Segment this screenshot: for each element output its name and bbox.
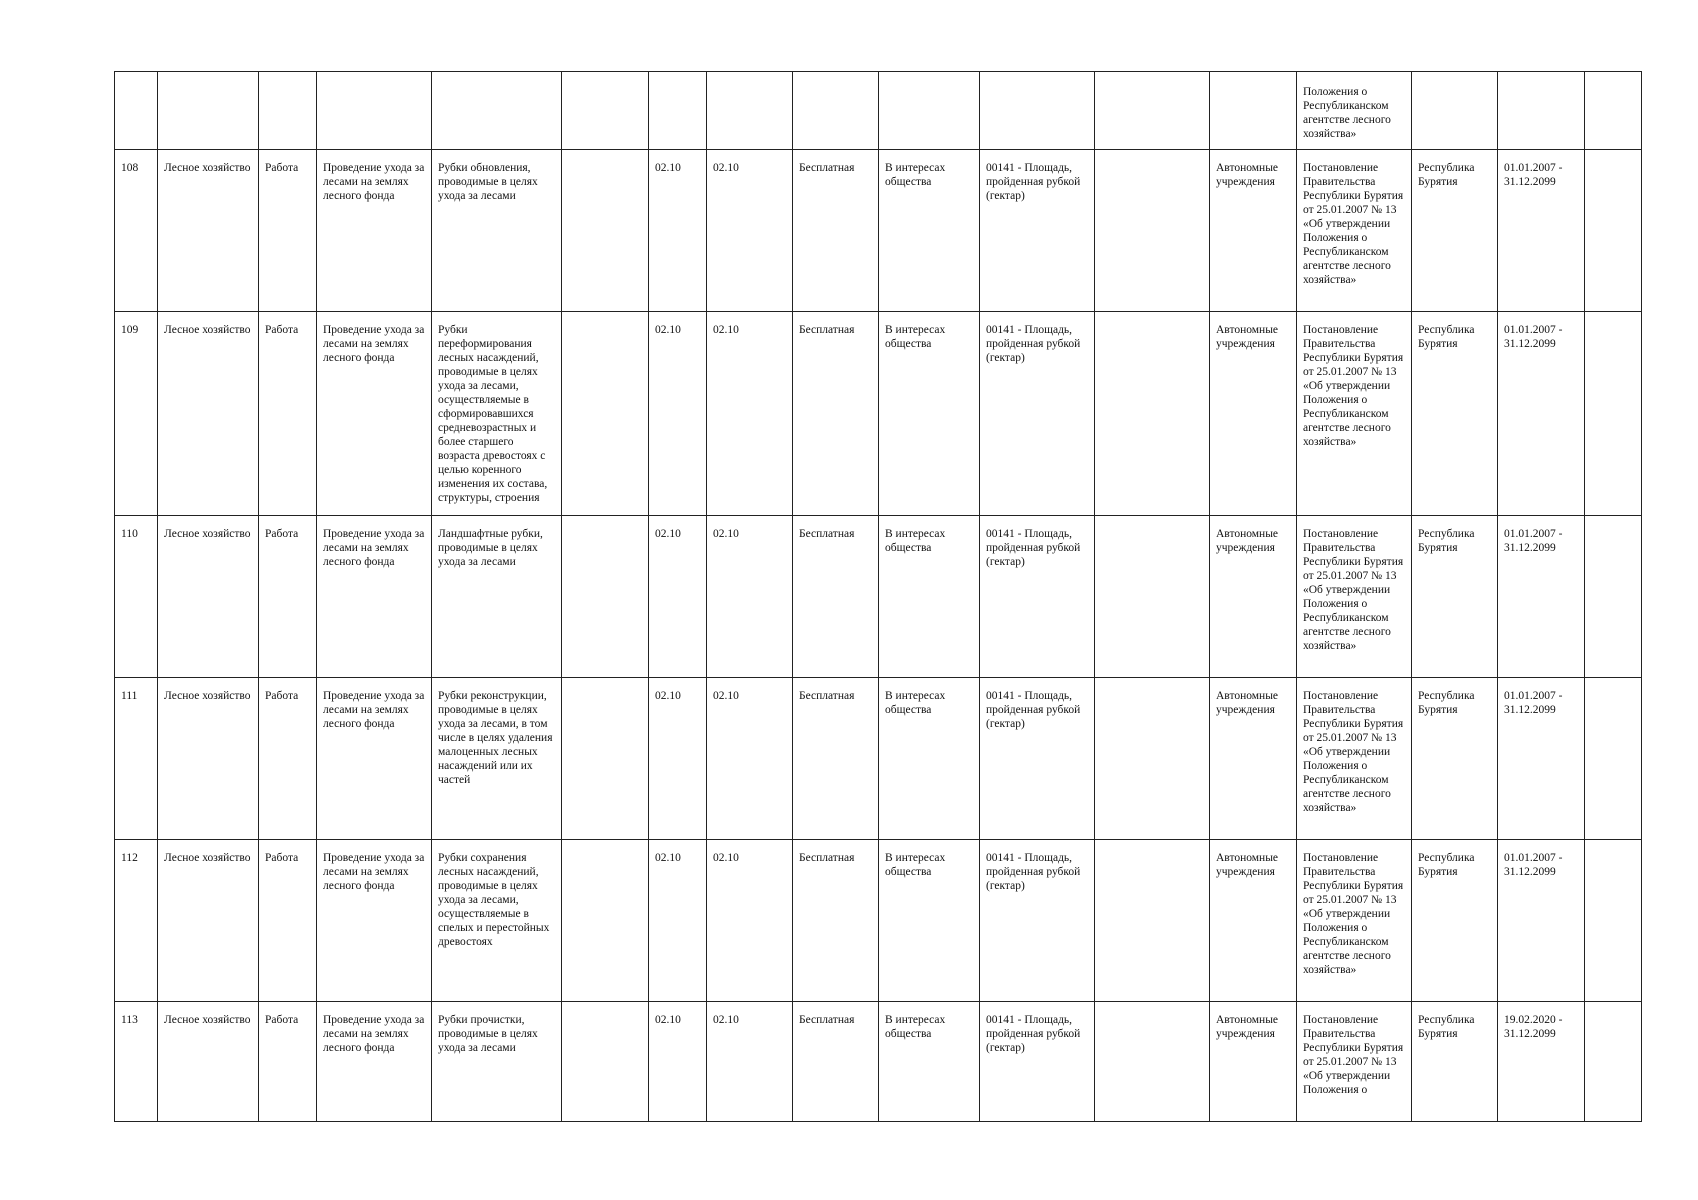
cell-paid: Бесплатная bbox=[793, 678, 879, 840]
cell-code: 02.10 bbox=[649, 678, 707, 840]
cell-indicator: 00141 - Площадь, пройденная рубкой (гектар) bbox=[980, 150, 1095, 312]
cell-code bbox=[707, 72, 793, 150]
cell-content bbox=[432, 72, 562, 150]
cell-kind: Работа bbox=[259, 1002, 317, 1122]
cell-indicator: 00141 - Площадь, пройденная рубкой (гектар) bbox=[980, 1002, 1095, 1122]
cell-indicator: 00141 - Площадь, пройденная рубкой (гектар) bbox=[980, 678, 1095, 840]
cell-num: 108 bbox=[115, 150, 158, 312]
cell-sector bbox=[158, 72, 259, 150]
cell-region: Республика Бурятия bbox=[1412, 678, 1498, 840]
cell-content: Рубки сохранения лесных насаждений, проводимые в целях ухода за лесами, осуществляемые в спелых и перестойных древостоях bbox=[432, 840, 562, 1002]
cell-blank bbox=[1095, 840, 1210, 1002]
cell-period: 01.01.2007 - 31.12.2099 bbox=[1498, 516, 1585, 678]
cell-num: 111 bbox=[115, 678, 158, 840]
cell-blank bbox=[1585, 1002, 1642, 1122]
table-row bbox=[115, 1002, 1642, 1122]
cell-institution: Автономные учреждения bbox=[1210, 312, 1297, 516]
cell-interest bbox=[879, 72, 980, 150]
cell-blank bbox=[1585, 150, 1642, 312]
cell-blank bbox=[1585, 840, 1642, 1002]
cell-period: 19.02.2020 - 31.12.2099 bbox=[1498, 1002, 1585, 1122]
continuation-row bbox=[115, 72, 1642, 150]
table-row bbox=[115, 312, 1642, 516]
cell-blank bbox=[1095, 150, 1210, 312]
cell-blank bbox=[1095, 678, 1210, 840]
cell-basis: Постановление Правительства Республики Бурятия от 25.01.2007 № 13 «Об утверждении Положения о Республиканском агентстве лесного хозяйства» bbox=[1297, 678, 1412, 840]
cell-name: Проведение ухода за лесами на землях лесного фонда bbox=[317, 312, 432, 516]
cell-sector: Лесное хозяйство bbox=[158, 840, 259, 1002]
cell-name: Проведение ухода за лесами на землях лесного фонда bbox=[317, 678, 432, 840]
registry-table bbox=[114, 71, 1642, 1122]
cell-indicator: 00141 - Площадь, пройденная рубкой (гектар) bbox=[980, 840, 1095, 1002]
cell-code: 02.10 bbox=[707, 678, 793, 840]
cell-name: Проведение ухода за лесами на землях лесного фонда bbox=[317, 150, 432, 312]
cell-kind: Работа bbox=[259, 312, 317, 516]
cell-indicator: 00141 - Площадь, пройденная рубкой (гектар) bbox=[980, 516, 1095, 678]
cell-name: Проведение ухода за лесами на землях лесного фонда bbox=[317, 840, 432, 1002]
cell-code: 02.10 bbox=[707, 1002, 793, 1122]
cell-basis: Постановление Правительства Республики Бурятия от 25.01.2007 № 13 «Об утверждении Положения о Республиканском агентстве лесного хозяйства» bbox=[1297, 516, 1412, 678]
cell-sector: Лесное хозяйство bbox=[158, 516, 259, 678]
cell-kind: Работа bbox=[259, 516, 317, 678]
cell-period: 01.01.2007 - 31.12.2099 bbox=[1498, 312, 1585, 516]
cell-blank bbox=[562, 312, 649, 516]
cell-num bbox=[115, 72, 158, 150]
cell-blank bbox=[1095, 72, 1210, 150]
table-row bbox=[115, 150, 1642, 312]
cell-sector: Лесное хозяйство bbox=[158, 150, 259, 312]
cell-code: 02.10 bbox=[707, 150, 793, 312]
cell-blank bbox=[1095, 1002, 1210, 1122]
cell-institution: Автономные учреждения bbox=[1210, 1002, 1297, 1122]
cell-paid bbox=[793, 72, 879, 150]
cell-code: 02.10 bbox=[707, 840, 793, 1002]
cell-region: Республика Бурятия bbox=[1412, 150, 1498, 312]
cell-blank bbox=[562, 516, 649, 678]
cell-content: Рубки обновления, проводимые в целях ухода за лесами bbox=[432, 150, 562, 312]
table-row bbox=[115, 516, 1642, 678]
cell-basis: Постановление Правительства Республики Бурятия от 25.01.2007 № 13 «Об утверждении Положения о Республиканском агентстве лесного хозяйства» bbox=[1297, 840, 1412, 1002]
cell-num: 113 bbox=[115, 1002, 158, 1122]
table-row bbox=[115, 678, 1642, 840]
cell-region: Республика Бурятия bbox=[1412, 840, 1498, 1002]
cell-blank bbox=[562, 840, 649, 1002]
cell-blank bbox=[1585, 516, 1642, 678]
cell-interest: В интересах общества bbox=[879, 516, 980, 678]
cell-institution bbox=[1210, 72, 1297, 150]
cell-blank bbox=[562, 72, 649, 150]
cell-blank bbox=[1585, 72, 1642, 150]
cell-code: 02.10 bbox=[649, 1002, 707, 1122]
cell-period: 01.01.2007 - 31.12.2099 bbox=[1498, 840, 1585, 1002]
cell-kind: Работа bbox=[259, 678, 317, 840]
cell-kind bbox=[259, 72, 317, 150]
cell-code: 02.10 bbox=[707, 516, 793, 678]
cell-blank bbox=[1585, 312, 1642, 516]
cell-paid: Бесплатная bbox=[793, 150, 879, 312]
cell-paid: Бесплатная bbox=[793, 840, 879, 1002]
cell-num: 109 bbox=[115, 312, 158, 516]
cell-paid: Бесплатная bbox=[793, 1002, 879, 1122]
cell-sector: Лесное хозяйство bbox=[158, 1002, 259, 1122]
cell-name: Проведение ухода за лесами на землях лесного фонда bbox=[317, 1002, 432, 1122]
cell-content: Рубки переформирования лесных насаждений, проводимые в целях ухода за лесами, осуществляемые в сформировавшихся средневозрастных и более старшего возраста древостоях с целью коренного изменения их состава, структуры, строения bbox=[432, 312, 562, 516]
table-row bbox=[115, 840, 1642, 1002]
cell-institution: Автономные учреждения bbox=[1210, 840, 1297, 1002]
cell-region bbox=[1412, 72, 1498, 150]
cell-institution: Автономные учреждения bbox=[1210, 678, 1297, 840]
cell-region: Республика Бурятия bbox=[1412, 312, 1498, 516]
cell-blank bbox=[1585, 678, 1642, 840]
cell-kind: Работа bbox=[259, 840, 317, 1002]
cell-basis: Постановление Правительства Республики Бурятия от 25.01.2007 № 13 «Об утверждении Положения о bbox=[1297, 1002, 1412, 1122]
cell-interest: В интересах общества bbox=[879, 1002, 980, 1122]
cell-kind: Работа bbox=[259, 150, 317, 312]
cell-indicator: 00141 - Площадь, пройденная рубкой (гектар) bbox=[980, 312, 1095, 516]
cell-num: 110 bbox=[115, 516, 158, 678]
cell-code bbox=[649, 72, 707, 150]
cell-period: 01.01.2007 - 31.12.2099 bbox=[1498, 678, 1585, 840]
cell-interest: В интересах общества bbox=[879, 678, 980, 840]
cell-institution: Автономные учреждения bbox=[1210, 516, 1297, 678]
cell-name bbox=[317, 72, 432, 150]
cell-paid: Бесплатная bbox=[793, 516, 879, 678]
cell-region: Республика Бурятия bbox=[1412, 1002, 1498, 1122]
cell-interest: В интересах общества bbox=[879, 150, 980, 312]
cell-blank bbox=[1095, 516, 1210, 678]
cell-blank bbox=[562, 1002, 649, 1122]
cell-basis: Постановление Правительства Республики Бурятия от 25.01.2007 № 13 «Об утверждении Положения о Республиканском агентстве лесного хозяйства» bbox=[1297, 150, 1412, 312]
cell-blank bbox=[562, 150, 649, 312]
cell-blank bbox=[1095, 312, 1210, 516]
cell-period bbox=[1498, 72, 1585, 150]
cell-period: 01.01.2007 - 31.12.2099 bbox=[1498, 150, 1585, 312]
cell-interest: В интересах общества bbox=[879, 840, 980, 1002]
cell-sector: Лесное хозяйство bbox=[158, 678, 259, 840]
cell-code: 02.10 bbox=[707, 312, 793, 516]
cell-num: 112 bbox=[115, 840, 158, 1002]
cell-basis: Постановление Правительства Республики Бурятия от 25.01.2007 № 13 «Об утверждении Положения о Республиканском агентстве лесного хозяйства» bbox=[1297, 312, 1412, 516]
cell-basis: Положения о Республиканском агентстве лесного хозяйства» bbox=[1297, 72, 1412, 150]
cell-sector: Лесное хозяйство bbox=[158, 312, 259, 516]
cell-interest: В интересах общества bbox=[879, 312, 980, 516]
cell-paid: Бесплатная bbox=[793, 312, 879, 516]
cell-code: 02.10 bbox=[649, 516, 707, 678]
cell-blank bbox=[562, 678, 649, 840]
cell-code: 02.10 bbox=[649, 312, 707, 516]
cell-code: 02.10 bbox=[649, 150, 707, 312]
cell-content: Рубки реконструкции, проводимые в целях ухода за лесами, в том числе в целях удаления малоценных лесных насаждений или их частей bbox=[432, 678, 562, 840]
cell-name: Проведение ухода за лесами на землях лесного фонда bbox=[317, 516, 432, 678]
cell-content: Рубки прочистки, проводимые в целях ухода за лесами bbox=[432, 1002, 562, 1122]
cell-code: 02.10 bbox=[649, 840, 707, 1002]
cell-content: Ландшафтные рубки, проводимые в целях ухода за лесами bbox=[432, 516, 562, 678]
cell-region: Республика Бурятия bbox=[1412, 516, 1498, 678]
cell-institution: Автономные учреждения bbox=[1210, 150, 1297, 312]
cell-indicator bbox=[980, 72, 1095, 150]
